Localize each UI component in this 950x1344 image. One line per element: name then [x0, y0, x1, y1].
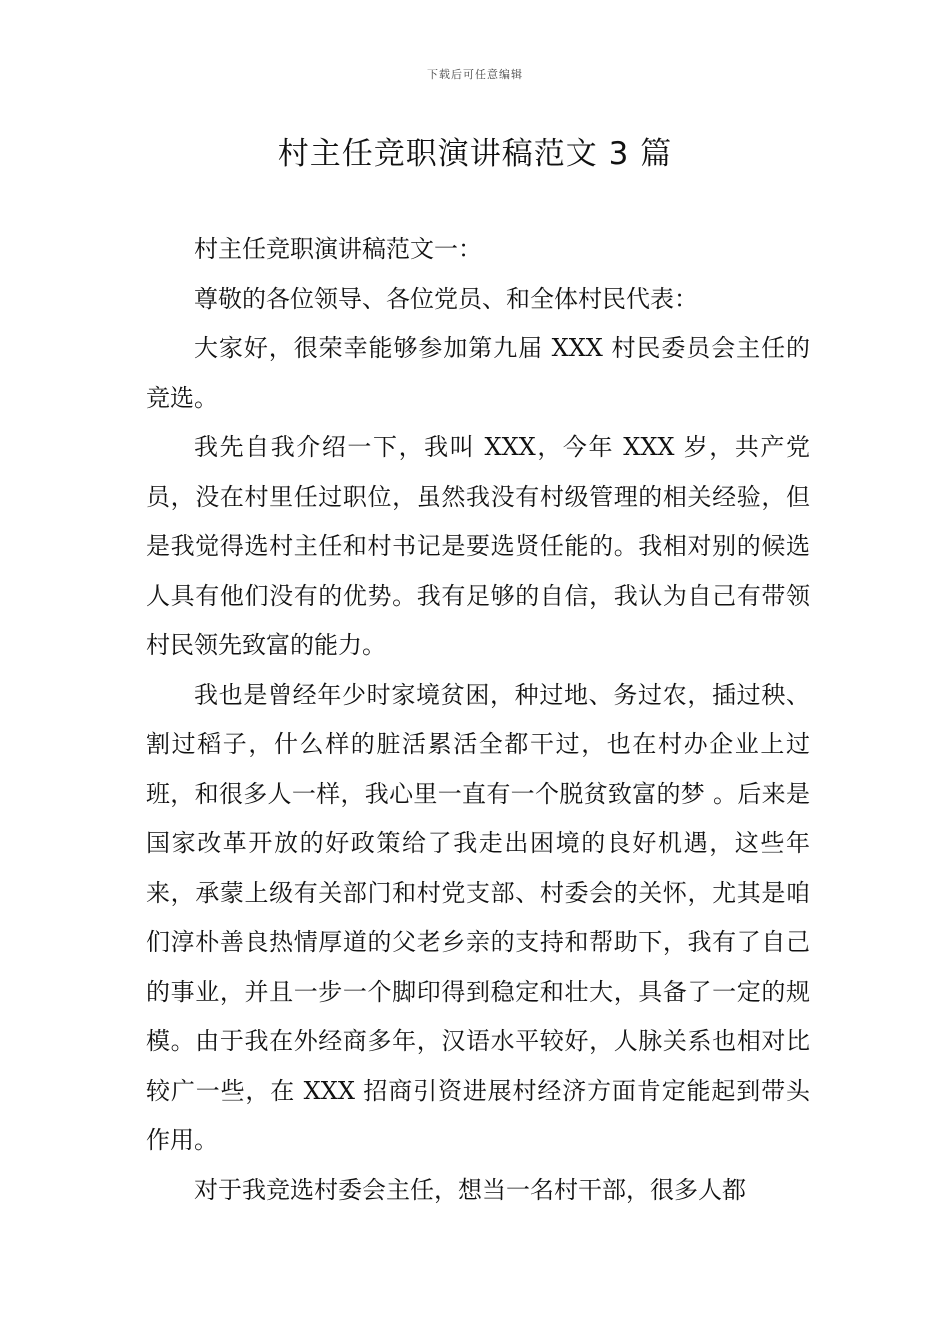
document-body	[146, 225, 810, 1215]
header-note: 下载后可任意编辑	[427, 68, 523, 81]
document-title: 村主任竞职演讲稿范文 3 篇	[277, 136, 673, 172]
paragraph: 大家好，很荣幸能够参加第九届 XXX 村民委员会主任的竞选。	[146, 334, 810, 412]
paragraph-heading: 村主任竞职演讲稿范文一：	[194, 235, 482, 263]
paragraph-salutation: 尊敬的各位领导、各位党员、和全体村民代表：	[194, 284, 698, 313]
paragraph: 我先自我介绍一下，我叫 XXX，今年 XXX 岁，共产党员，没在村里任过职位，虽然我没有村级管理的相关经验，但是我觉得选村主任和村书记是要选贤任能的。我相对别的候选人具有他们没有的优势。我有足够的自信，我认为自己有带领村民领先致富的能力。	[146, 433, 810, 659]
paragraph: 对于我竞选村委会主任，想当一名村干部，很多人都	[194, 1175, 746, 1204]
paragraph: 我也是曾经年少时家境贫困，种过地、务过农，插过秧、割过稻子，什么样的脏活累活全都干过，也在村办企业上过班，和很多人一样，我心里一直有一个脱贫致富的梦 。后来是国家改革开放的好政策给了我走出困境的良好机遇，这些年来，承蒙上级有关部门和村党支部、村委会的关怀，尤其是咱们淳朴善良热情厚道的父老乡亲的支持和帮助下，我有了自己的事业，并且一步一个脚印得到稳定和壮大，具备了一定的规模。由于我在外经商多年，汉语水平较好，人脉关系也相对比较广一些，在 XXX 招商引资进展村经济方面肯定能起到带头作用。	[146, 680, 810, 1154]
